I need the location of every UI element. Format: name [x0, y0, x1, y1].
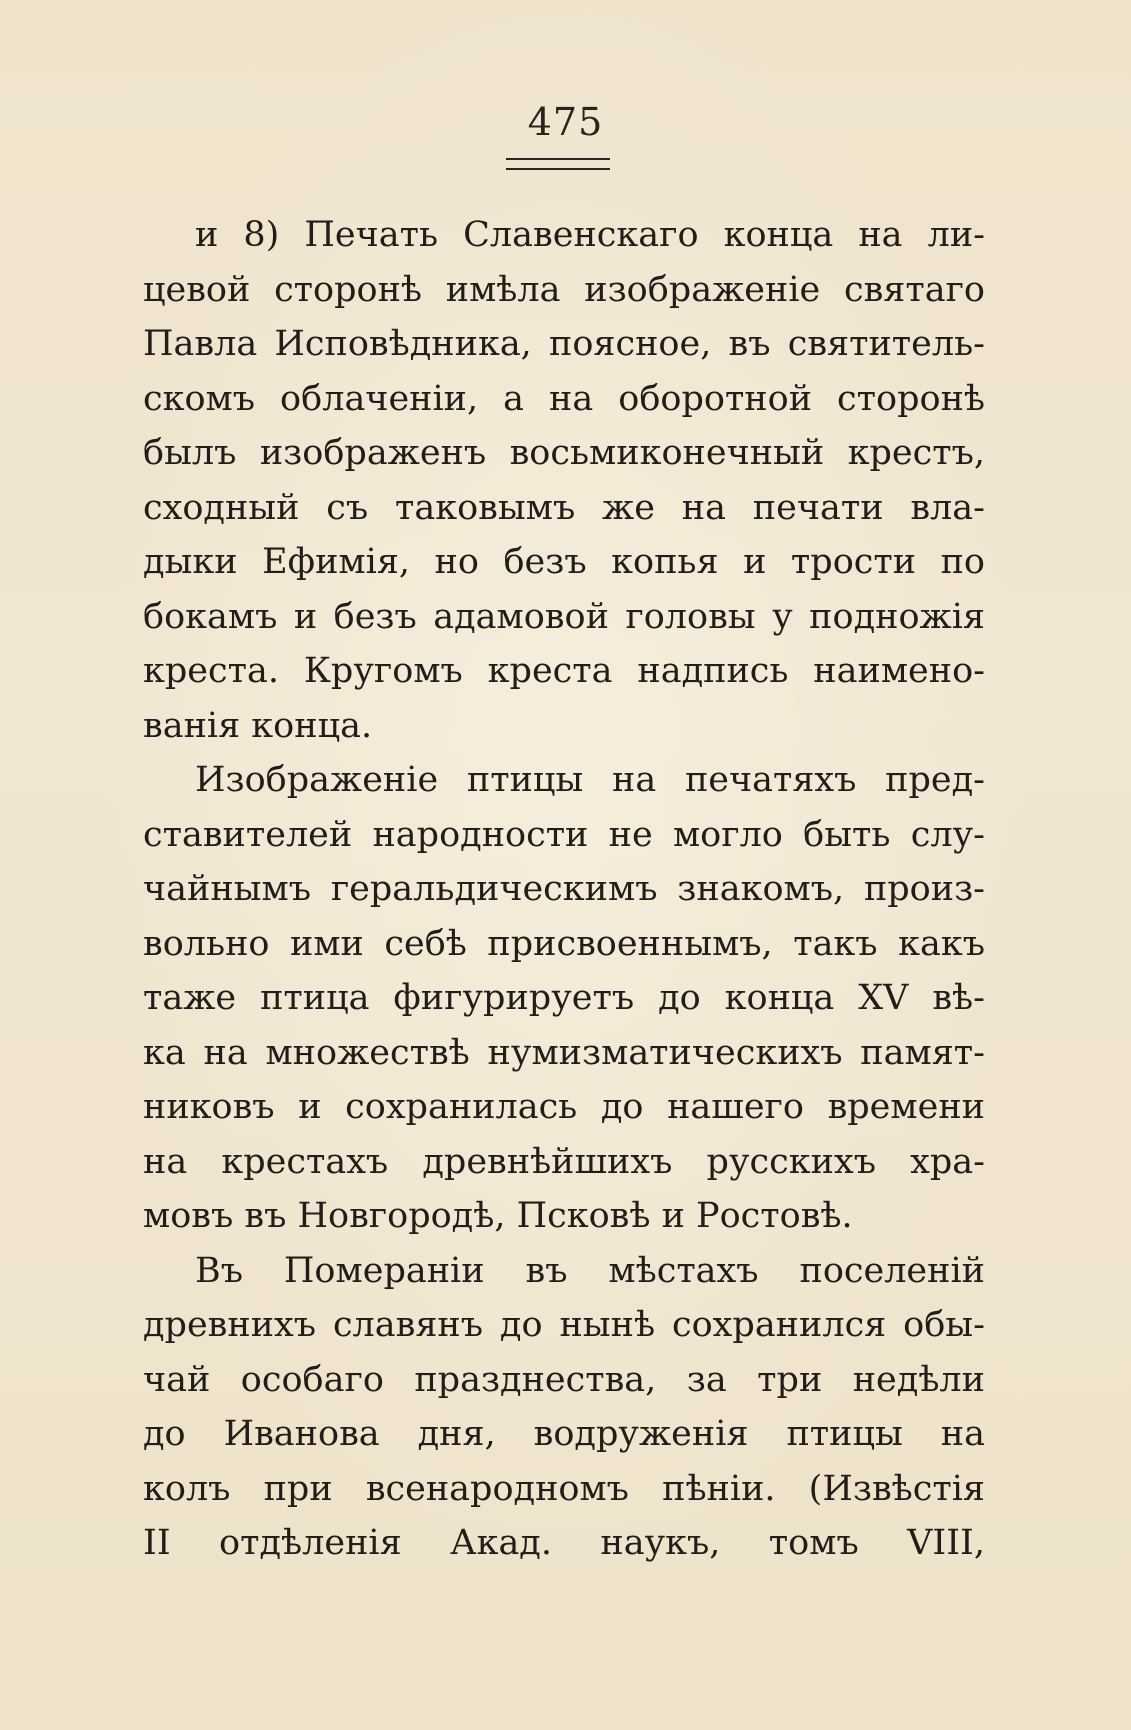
text-line: древнихъ славянъ до нынѣ сохранился обы- — [143, 1305, 985, 1345]
text-line: вольно ими себѣ присвоеннымъ, такъ какъ — [143, 923, 985, 964]
text-line: дыки Ефимія, но безъ копья и трости по — [143, 542, 985, 582]
body-text — [143, 208, 985, 1571]
text-line: Въ Помераніи въ мѣстахъ поселеній — [195, 1250, 985, 1291]
text-line: сходный съ таковымъ же на печати вла- — [143, 487, 985, 528]
text-line: таже птица фигурируетъ до конца XV вѣ- — [143, 978, 985, 1018]
text-line: чайнымъ геральдическимъ знакомъ, произ- — [143, 869, 985, 909]
text-line: и 8) Печать Славенскаго конца на ли- — [195, 215, 985, 255]
text-line: креста. Кругомъ креста надпись наимено- — [143, 651, 985, 691]
text-line: ставителей народности не могло быть слу- — [143, 814, 985, 855]
text-line: чай особаго празднества, за три недѣли — [143, 1359, 985, 1400]
text-line: мовъ въ Новгородѣ, Псковѣ и Ростовѣ. — [143, 1196, 853, 1236]
text-line: никовъ и сохранилась до нашего времени — [143, 1087, 985, 1127]
text-line: ванія конца. — [143, 705, 373, 746]
page-number-double-rule — [506, 158, 610, 170]
text-line: II отдѣленія Акад. наукъ, томъ VIII, — [143, 1523, 985, 1563]
text-line: ка на множествѣ нумизматическихъ памят- — [143, 1032, 985, 1073]
text-line: Павла Исповѣдника, поясное, въ святитель- — [143, 324, 985, 364]
text-line: Изображеніе птицы на печатяхъ пред- — [195, 760, 985, 800]
text-line: до Иванова дня, водруженія птицы на — [143, 1414, 985, 1454]
text-line: бокамъ и безъ адамовой головы у подножія — [143, 596, 985, 637]
text-line: на крестахъ древнѣйшихъ русскихъ хра- — [143, 1141, 985, 1182]
text-line: цевой сторонѣ имѣла изображеніе святаго — [143, 269, 985, 310]
page-number: 475 — [527, 100, 604, 144]
text-line: былъ изображенъ восьмиконечный крестъ, — [143, 433, 985, 473]
text-line: колъ при всенародномъ пѣніи. (Извѣстія — [143, 1468, 985, 1509]
text-line: скомъ облаченіи, а на оборотной сторонѣ — [143, 378, 985, 419]
